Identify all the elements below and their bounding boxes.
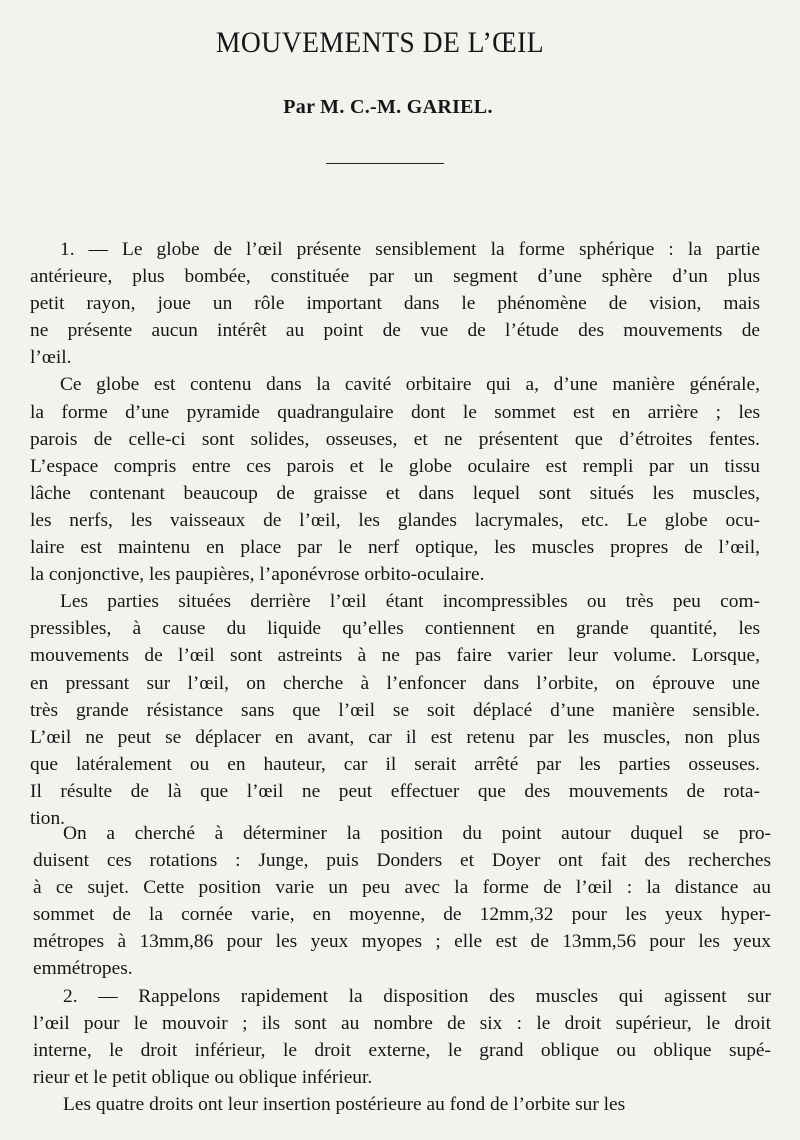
paragraph	[30, 588, 760, 832]
text-line: Les parties situées derrière l’œil étant incompressibles ou très peu com-	[60, 591, 760, 613]
text-line: 1. — Le globe de l’œil présente sensiblement la forme sphérique : la partie	[60, 239, 760, 260]
text-line: très grande résistance sans que l’œil se soit déplacé d’une manière sensible.	[30, 699, 760, 721]
text-line: les nerfs, les vaisseaux de l’œil, les glandes lacrymales, etc. Le globe ocu-	[30, 509, 760, 531]
text-line: duisent ces rotations : Junge, puis Donders et Doyer ont fait des recherches	[33, 850, 771, 872]
body-text-block-2	[33, 820, 771, 1118]
text-line: On a cherché à déterminer la position du point autour duquel se pro-	[63, 823, 771, 844]
text-line: petit rayon, joue un rôle important dans le phénomène de vision, mais	[30, 293, 760, 315]
body-text-block-1	[30, 236, 760, 832]
text-line: tion.	[30, 807, 66, 829]
text-line: emmétropes.	[33, 958, 133, 980]
text-line: ne présente aucun intérêt au point de vue de l’étude des mouvements de	[30, 320, 760, 342]
paragraph	[30, 236, 760, 371]
text-line: interne, le droit inférieur, le droit externe, le grand oblique ou oblique supé-	[33, 1039, 771, 1061]
text-line: sommet de la cornée varie, en moyenne, de 12mm,32 pour les yeux hyper-	[33, 904, 771, 926]
text-line: pressibles, à cause du liquide qu’elles contiennent en grande quantité, les	[30, 618, 760, 640]
text-line: la forme d’une pyramide quadrangulaire dont le sommet est en arrière ; les	[30, 401, 760, 423]
text-line: lâche contenant beaucoup de graisse et dans lequel sont situés les muscles,	[30, 482, 760, 504]
page-title: MOUVEMENTS DE L’ŒIL	[215, 26, 545, 59]
text-line: parois de celle-ci sont solides, osseuses, et ne présentent que d’étroites fentes.	[30, 428, 760, 450]
text-line: métropes à 13mm,86 pour les yeux myopes ; elle est de 13mm,56 pour les yeux	[33, 931, 771, 953]
text-line: que latéralement ou en hauteur, car il serait arrêté par les parties osseuses.	[30, 753, 760, 775]
text-line: en pressant sur l’œil, on cherche à l’enfoncer dans l’orbite, on éprouve une	[30, 672, 760, 694]
text-line: L’œil ne peut se déplacer en avant, car il est retenu par les muscles, non plus	[30, 726, 760, 748]
paragraph	[30, 371, 760, 588]
text-line: la conjonctive, les paupières, l’aponévrose orbito-oculaire.	[30, 564, 485, 586]
title-divider	[326, 163, 444, 164]
paragraph	[33, 983, 771, 1091]
text-line: rieur et le petit oblique ou oblique inférieur.	[33, 1066, 373, 1088]
text-line: l’œil pour le mouvoir ; ils sont au nombre de six : le droit supérieur, le droit	[33, 1012, 771, 1034]
text-line: laire est maintenu en place par le nerf optique, les muscles propres de l’œil,	[30, 537, 760, 559]
text-line: l’œil.	[30, 347, 72, 369]
paragraph	[33, 1091, 771, 1118]
text-line: mouvements de l’œil sont astreints à ne pas faire varier leur volume. Lorsque,	[30, 645, 760, 667]
text-line: Les quatre droits ont leur insertion postérieure au fond de l’orbite sur les	[63, 1093, 626, 1115]
text-line: antérieure, plus bombée, constituée par un segment d’une sphère d’un plus	[30, 266, 760, 288]
author-line: Par M. C.-M. GARIEL.	[283, 96, 493, 118]
paragraph	[33, 820, 771, 983]
text-line: à ce sujet. Cette position varie un peu avec la forme de l’œil : la distance au	[33, 877, 771, 899]
text-line: Ce globe est contenu dans la cavité orbitaire qui a, d’une manière générale,	[60, 374, 760, 396]
text-line: L’espace compris entre ces parois et le globe oculaire est rempli par un tissu	[30, 455, 760, 477]
text-line: Il résulte de là que l’œil ne peut effectuer que des mouvements de rota-	[30, 780, 760, 802]
text-line: 2. — Rappelons rapidement la disposition des muscles qui agissent sur	[63, 985, 771, 1007]
